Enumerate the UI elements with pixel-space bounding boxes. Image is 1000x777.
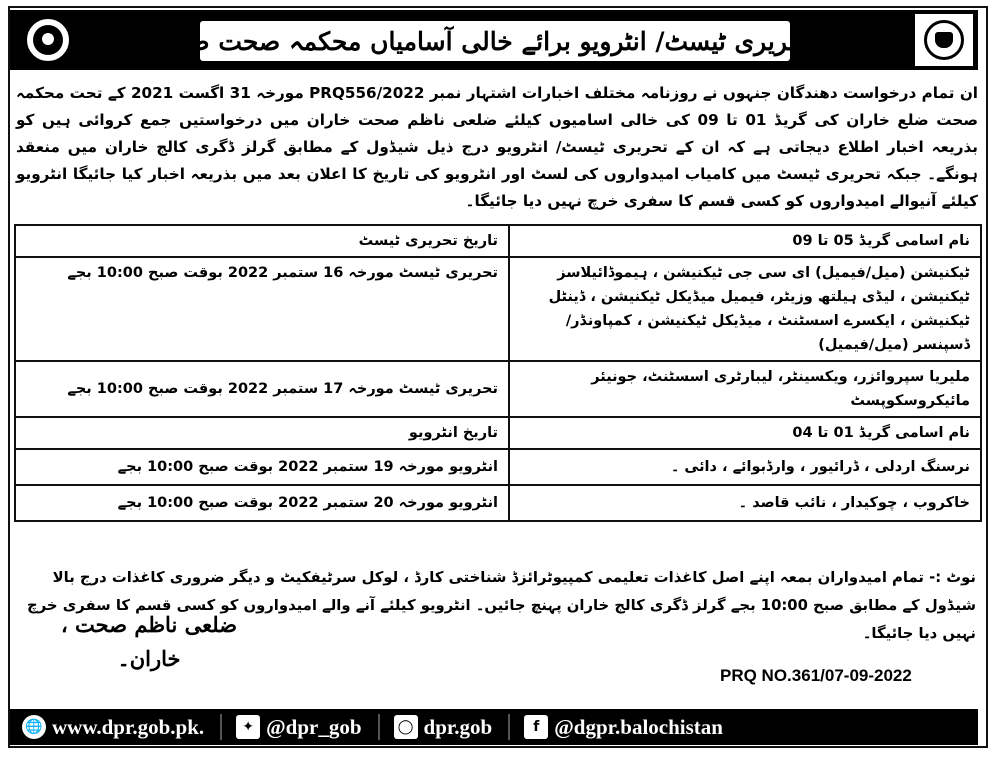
intro-paragraph: ان تمام درخواست دھندگان جنہوں نے روزنامہ مختلف اخبارات اشتہار نمبر PRQ556/2022 مورخہ 31 اگست 2021 کے تحت محکمہ صحت ضلع خاران کی گریڈ 01 تا 09 کی خالی اسامیوں کیلئے ضلعی ناظم صحت خاران میں درخواستیں جمع کروائی ہیں کو بذریعہ اخبار اطلاع دیجاتی ہے کہ ان کے تحریری ٹیسٹ/ انٹرویو درج ذیل شیڈول کے مطابق گرلز ڈگری کالج خاران میں منعقد ہونگے۔ جبکہ تحریری ٹیسٹ میں کامیاب امیدواروں کی لسٹ اور انٹرویو کی تاریخ کا اعلان بعد میں بذریعہ اخبار کیا جائیگا انٹرویو کیلئے آنیوالے امیدواروں کو کسی قسم کا سفری خرچ نہیں دیا جائیگا۔ <box>16 84 978 210</box>
prq-number: PRQ NO.361/07-09-2022 <box>720 666 912 685</box>
header-bar <box>10 10 978 70</box>
footer-bar <box>10 709 978 745</box>
table-row <box>15 257 981 361</box>
table-row <box>15 225 981 257</box>
signature-title: ضلعی ناظم صحت ، <box>60 612 238 637</box>
post-cell: نام اسامی گریڈ 01 تا 04 <box>509 417 981 449</box>
twitter-item[interactable] <box>236 715 361 740</box>
facebook-handle[interactable]: @dgpr.balochistan <box>554 714 723 739</box>
date-cell: تحریری ٹیسٹ مورخہ 17 ستمبر 2022 بوقت صبح 10:00 بجے <box>15 361 509 417</box>
balochistan-seal-icon <box>915 14 973 66</box>
date-cell: انٹرویو مورخہ 19 ستمبر 2022 بوقت صبح 10:00 بجے <box>15 449 509 485</box>
dpr-logo <box>24 16 72 64</box>
header-title-box <box>85 21 905 61</box>
post-cell: نام اسامی گریڈ 05 تا 09 <box>509 225 981 257</box>
facebook-item[interactable] <box>524 715 723 740</box>
signature-place: خاران۔ <box>117 646 181 671</box>
globe-icon: 🌐 <box>22 715 46 739</box>
signature-block <box>44 608 254 676</box>
website-link[interactable]: www.dpr.gob.pk. <box>52 714 205 739</box>
post-cell: نرسنگ اردلی ، ڈرائیور ، وارڈبوائے ، دائی ۔ <box>509 449 981 485</box>
post-cell: خاکروب ، چوکیدار ، نائب قاصد ۔ <box>509 485 981 521</box>
twitter-handle[interactable]: @dpr_gob <box>266 714 362 739</box>
table-row <box>15 449 981 485</box>
date-cell: تحریری ٹیسٹ مورخہ 16 ستمبر 2022 بوقت صبح 10:00 بجے <box>15 257 509 361</box>
instagram-handle[interactable]: dpr.gob <box>423 714 493 739</box>
table-row <box>15 485 981 521</box>
facebook-icon: f <box>524 715 548 739</box>
table-row <box>15 417 981 449</box>
table-row <box>15 361 981 417</box>
schedule-table <box>14 224 982 522</box>
post-cell: ملیریا سپروائزر، ویکسینٹر، لیبارٹری اسسٹنٹ، جونیئر مائیکروسکوپسٹ <box>509 361 981 417</box>
post-cell: ٹیکنیشن (میل/فیمیل) ای سی جی ٹیکنیشن ، ہیموڈائیلاسز ٹیکنیشن ، لیڈی ہیلتھ وزیٹر، فیمیل میڈیکل ٹیکنیشن ، ڈینٹل ٹیکنیشن ، ایکسرے اسسٹنٹ ، میڈیکل ٹیکنیشن ، کمپاونڈر/ڈسپنسر (میل/فیمیل) <box>509 257 981 361</box>
page-title: (شیڈول تحریری ٹیسٹ/ انٹرویو برائے خالی آسامیاں محکمہ صحت ضلع خاران) <box>85 26 905 56</box>
date-cell: انٹرویو مورخہ 20 ستمبر 2022 بوقت صبح 10:00 بجے <box>15 485 509 521</box>
date-cell: تاریخ تحریری ٹیسٹ <box>15 225 509 257</box>
instagram-icon: ◯ <box>394 715 418 739</box>
date-cell: تاریخ انٹرویو <box>15 417 509 449</box>
note-paragraph: نوٹ :- تمام امیدواران بمعہ اپنے اصل کاغذات تعلیمی کمپیوٹرائزڈ شناختی کارڈ ، لوکل سرٹیفکیٹ و دیگر ضروری کاغذات درج بالا شیڈول کے مطابق صبح 10:00 بجے گرلز ڈگری کالج خاران پہنچ جائیں۔ انٹرویو کیلئے آنے والے امیدواروں کو کسی قسم کا سفری خرچ نہیں دیا جائیگا۔ <box>27 569 976 642</box>
twitter-icon: ✦ <box>236 715 260 739</box>
website-item[interactable] <box>22 715 204 740</box>
instagram-item[interactable] <box>394 715 493 740</box>
